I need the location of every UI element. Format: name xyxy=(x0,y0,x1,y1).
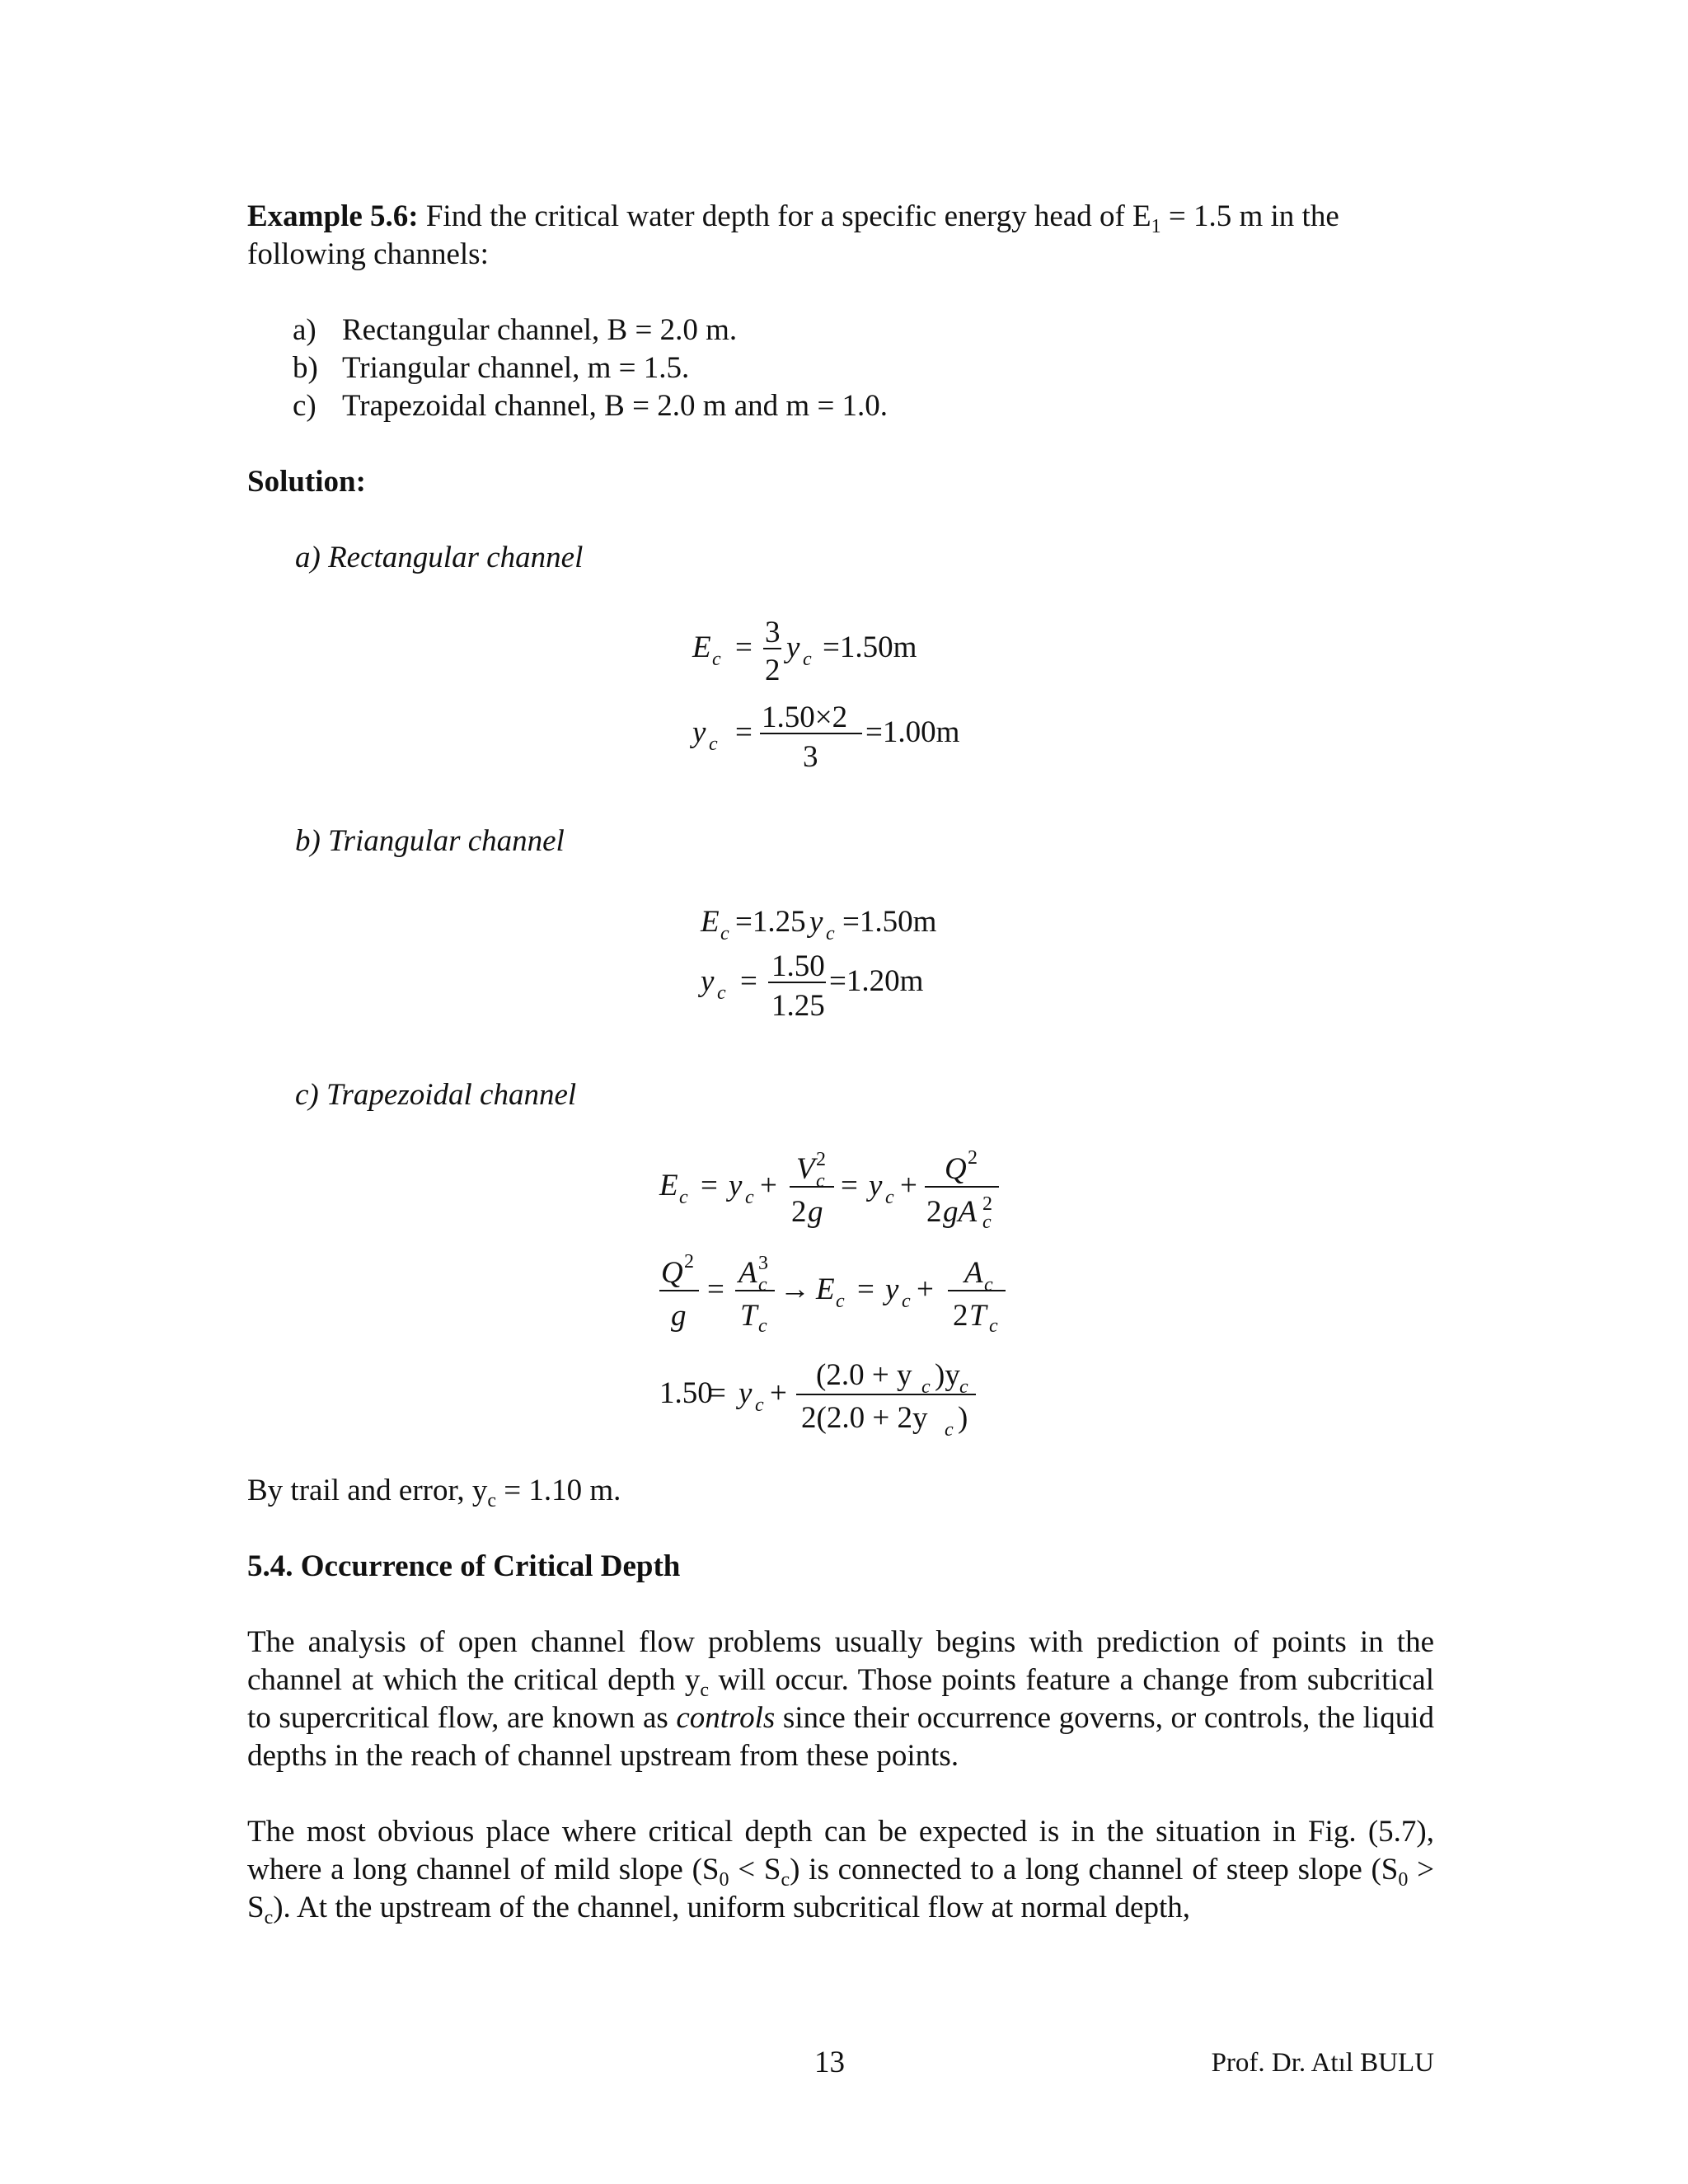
svg-text:T: T xyxy=(969,1299,987,1333)
eq-num: (2.0 + y xyxy=(816,1358,912,1392)
svg-text:=: = xyxy=(841,1169,858,1202)
list-text: Triangular channel, m = 1.5. xyxy=(342,351,690,385)
svg-text:E: E xyxy=(659,1169,678,1202)
svg-text:c: c xyxy=(826,923,835,944)
list-item-b xyxy=(293,349,689,387)
eq-num: 1.50 xyxy=(771,949,825,983)
svg-text:=: = xyxy=(707,1272,724,1306)
svg-text:c: c xyxy=(959,1376,968,1398)
eq-lhs: E xyxy=(701,905,720,939)
svg-text:2: 2 xyxy=(684,1251,694,1272)
part-a-heading: a) Rectangular channel xyxy=(295,541,584,574)
footer-author: Prof. Dr. Atıl BULU xyxy=(1211,2048,1434,2078)
eq-lhs: E xyxy=(692,630,711,664)
eq-sub: c xyxy=(720,923,729,944)
svg-text:+: + xyxy=(770,1376,787,1410)
svg-text:V: V xyxy=(796,1152,815,1186)
svg-text:c: c xyxy=(982,1212,992,1233)
result-line: By trail and error, $y_c = 1.10$ m. xyxy=(247,1474,621,1511)
svg-text:2: 2 xyxy=(982,1193,992,1215)
eq-den: 3 xyxy=(803,740,818,774)
eq-num: 3 xyxy=(765,616,781,649)
svg-text:=: = xyxy=(857,1272,874,1306)
example-statement xyxy=(247,198,1339,236)
list-text: Trapezoidal channel, B = 2.0 m and m = 1.0. xyxy=(342,389,889,423)
list-item-a xyxy=(293,312,737,349)
svg-text:2: 2 xyxy=(926,1195,942,1229)
list-marker: b) xyxy=(293,351,318,385)
eq-sub: c xyxy=(712,649,721,670)
eq-var: y xyxy=(809,905,823,939)
eq-var: y xyxy=(786,630,800,664)
svg-text:y: y xyxy=(885,1272,899,1306)
list-text: Rectangular channel, B = 2.0 m. xyxy=(342,313,738,347)
svg-text:c: c xyxy=(885,1187,894,1208)
svg-text:→: → xyxy=(780,1272,810,1306)
equation-trap-2 xyxy=(659,1244,1022,1347)
svg-text:T: T xyxy=(740,1299,757,1333)
svg-text:c: c xyxy=(902,1291,911,1312)
svg-text:c: c xyxy=(989,1315,998,1337)
equation-tri-1 xyxy=(701,898,997,952)
list-item-c xyxy=(293,387,888,425)
svg-text:E: E xyxy=(816,1272,835,1306)
svg-text:c: c xyxy=(984,1274,993,1296)
eq-num: 1.50×2 xyxy=(762,701,848,734)
svg-text:c: c xyxy=(679,1187,688,1208)
section-title: 5.4. Occurrence of Critical Depth xyxy=(247,1549,681,1583)
example-label: Example 5.6: xyxy=(247,199,419,233)
svg-text:+: + xyxy=(917,1272,934,1306)
svg-text:y: y xyxy=(738,1376,753,1410)
svg-text:c: c xyxy=(758,1315,767,1337)
svg-text:=: = xyxy=(735,715,753,749)
svg-text:Q: Q xyxy=(945,1152,967,1186)
eq-sub: c xyxy=(717,982,726,1004)
eq-den: 2 xyxy=(765,654,781,687)
list-marker: c) xyxy=(293,389,316,423)
svg-text:2: 2 xyxy=(953,1299,968,1333)
svg-text:A: A xyxy=(738,1256,757,1290)
svg-text:+: + xyxy=(760,1169,777,1202)
emphasis-controls: controls xyxy=(676,1701,776,1735)
example-text-1: Find the critical water depth for a specific energy head of E xyxy=(418,199,1151,233)
eq-sub: c xyxy=(709,733,718,755)
part-b-heading: b) Triangular channel xyxy=(295,824,565,858)
svg-text:=: = xyxy=(701,1169,718,1202)
part-c-heading: c) Trapezoidal channel xyxy=(295,1078,577,1112)
eq-rhs: =1.50m xyxy=(842,905,937,939)
svg-text:c: c xyxy=(745,1187,754,1208)
example-text-2: = 1.5 m in the xyxy=(1160,199,1339,233)
eq-rhs: =1.20m xyxy=(829,964,924,998)
example-e-sub: 1 xyxy=(1151,216,1161,237)
svg-text:A: A xyxy=(964,1256,983,1290)
eq-rhs: =1.50m xyxy=(823,630,917,664)
svg-text:gA: gA xyxy=(943,1195,978,1229)
eq-mid: =1.25 xyxy=(735,905,806,939)
paragraph-1: The analysis of open channel flow problems usually begins with prediction of points in the channel at which the critical depth $y_c$ will occur. Those points feature a change from subcritical to supercritical flow, are known as controls since their occurrence governs, or controls, the liquid depths in the reach of channel upstream from these points. xyxy=(247,1625,1434,1773)
eq-den: 2(2.0 + 2y xyxy=(801,1401,928,1435)
equation-rect-2 xyxy=(692,699,989,785)
svg-text:c: c xyxy=(758,1274,767,1296)
page-number: 13 xyxy=(814,2046,845,2079)
eq-den: 1.25 xyxy=(771,989,825,1023)
eq-den-end: ) xyxy=(958,1401,968,1435)
solution-label: Solution: xyxy=(247,465,366,499)
eq-lhs: y xyxy=(692,715,706,749)
svg-text:+: + xyxy=(900,1169,917,1202)
eq-lhs: y xyxy=(701,964,715,998)
svg-text:c: c xyxy=(921,1376,931,1398)
svg-text:3: 3 xyxy=(758,1253,768,1274)
svg-text:c: c xyxy=(816,1170,825,1192)
svg-text:y: y xyxy=(869,1169,883,1202)
svg-text:g: g xyxy=(808,1195,823,1229)
svg-text:2: 2 xyxy=(968,1147,978,1169)
eq-num-end: )y xyxy=(935,1358,960,1392)
eq-rhs: =1.00m xyxy=(865,715,960,749)
equation-rect-1 xyxy=(692,614,956,692)
svg-text:c: c xyxy=(836,1291,845,1312)
svg-text:=: = xyxy=(709,1376,726,1410)
equation-trap-1 xyxy=(659,1146,1022,1249)
paragraph-2: The most obvious place where critical depth can be expected is in the situation in Fig. (5.7), where a long channel of mild slope $(S_0 < S_c)$ is connected to a long channel of steep slope $(S_0 > S_c)$. At the upstream of the channel, uniform subcritical flow at normal depth, xyxy=(247,1815,1435,1929)
equation-tri-2 xyxy=(701,948,964,1034)
svg-text:y: y xyxy=(729,1169,743,1202)
svg-text:g: g xyxy=(671,1299,687,1333)
svg-text:c: c xyxy=(803,649,812,670)
example-statement-cont: following channels: xyxy=(247,237,489,271)
eq-lhs: 1.50 xyxy=(659,1376,713,1410)
svg-text:2: 2 xyxy=(816,1149,826,1170)
svg-text:2: 2 xyxy=(791,1195,807,1229)
svg-text:c: c xyxy=(755,1394,764,1416)
list-marker: a) xyxy=(293,313,316,347)
equation-trap-3 xyxy=(659,1352,1022,1455)
svg-text:=: = xyxy=(740,964,757,998)
svg-text:Q: Q xyxy=(661,1256,683,1290)
svg-text:=: = xyxy=(735,630,753,664)
svg-text:c: c xyxy=(945,1419,954,1441)
